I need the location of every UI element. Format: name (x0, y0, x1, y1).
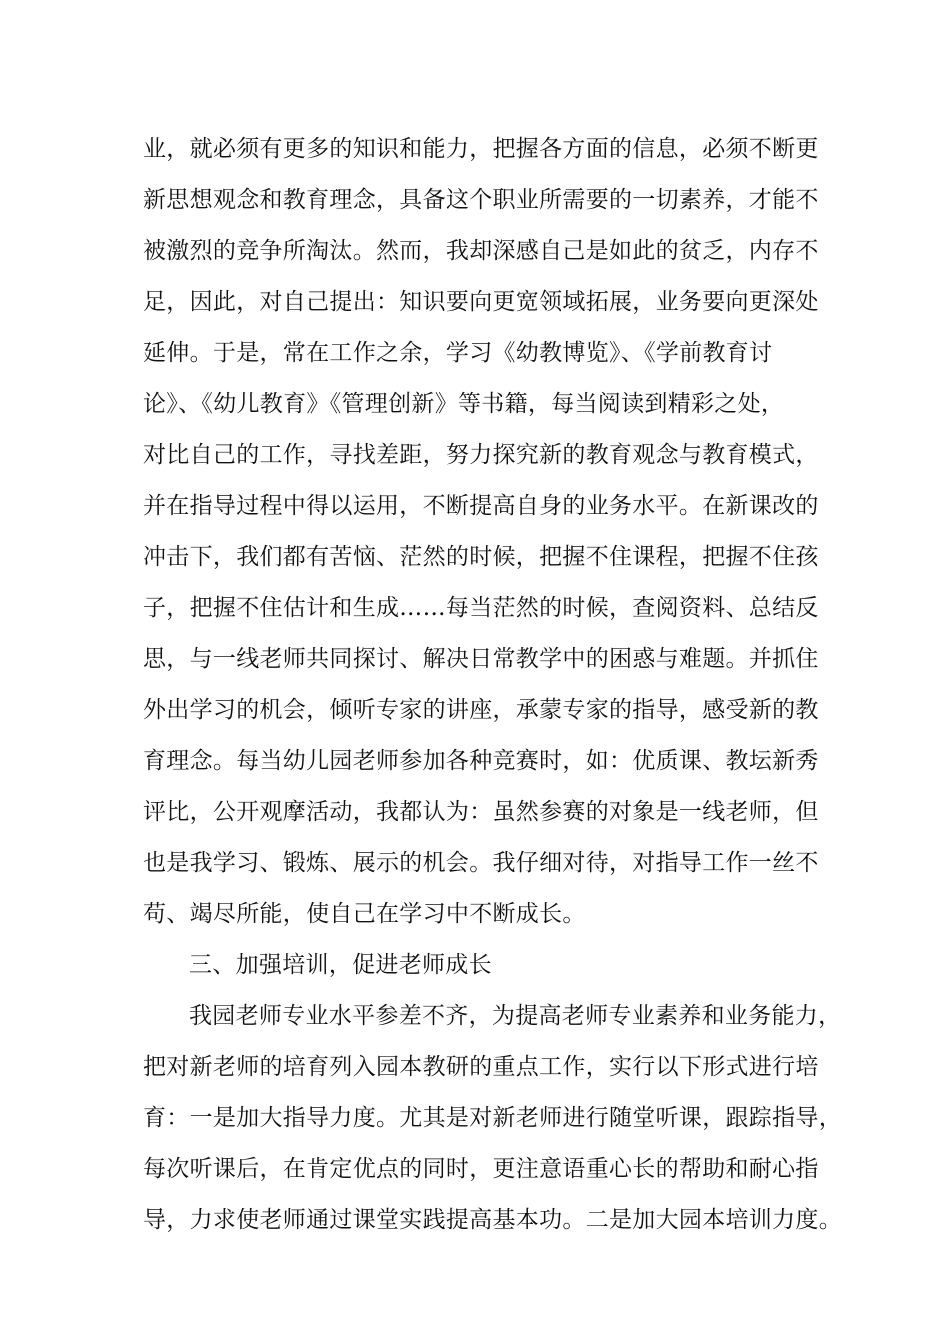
paragraph-line: 苟、竭尽所能，使自己在学习中不断成长。 (143, 901, 586, 927)
paragraph-line: 评比，公开观摩活动，我都认为：虽然参赛的对象是一线老师，但 (143, 799, 819, 825)
paragraph-line: 每次听课后，在肯定优点的同时，更注意语重心长的帮助和耐心指 (143, 1156, 819, 1182)
paragraph-line: 也是我学习、锻炼、展示的机会。我仔细对待，对指导工作一丝不 (143, 850, 819, 876)
paragraph-line: 对比自己的工作，寻找差距，努力探究新的教育观念与教育模式， (143, 442, 819, 468)
paragraph-line: 被激烈的竞争所淘汰。然而，我却深感自己是如此的贫乏，内存不 (143, 238, 819, 264)
paragraph-line: 把对新老师的培育列入园本教研的重点工作，实行以下形式进行培 (143, 1054, 819, 1080)
paragraph-line: 导，力求使老师通过课堂实践提高基本功。二是加大园本培训力度。 (143, 1207, 842, 1233)
paragraph-line: 子，把握不住估计和生成……每当茫然的时候，查阅资料、总结反 (143, 595, 819, 621)
paragraph-line: 业，就必须有更多的知识和能力，把握各方面的信息，必须不断更 (143, 136, 819, 162)
paragraph-line: 论》、《幼儿教育》《管理创新》等书籍，每当阅读到精彩之处， (143, 391, 785, 417)
paragraph-line: 冲击下，我们都有苦恼、茫然的时候，把握不住课程，把握不住孩 (143, 544, 819, 570)
paragraph-line: 并在指导过程中得以运用，不断提高自身的业务水平。在新课改的 (143, 493, 819, 519)
paragraph-line: 育：一是加大指导力度。尤其是对新老师进行随堂听课，跟踪指导， (143, 1105, 842, 1131)
paragraph-line: 外出学习的机会，倾听专家的讲座，承蒙专家的指导，感受新的教 (143, 697, 819, 723)
section-heading: 三、加强培训，促进老师成长 (189, 952, 492, 978)
paragraph-line: 思，与一线老师共同探讨、解决日常教学中的困惑与难题。并抓住 (143, 646, 819, 672)
paragraph-line: 新思想观念和教育理念，具备这个职业所需要的一切素养，才能不 (143, 187, 819, 213)
paragraph-line: 我园老师专业水平参差不齐，为提高老师专业素养和业务能力， (189, 1003, 842, 1029)
paragraph-line: 育理念。每当幼儿园老师参加各种竞赛时，如：优质课、教坛新秀 (143, 748, 819, 774)
paragraph-line: 足，因此，对自己提出：知识要向更宽领域拓展，业务要向更深处 (143, 289, 819, 315)
paragraph-line: 延伸。于是，常在工作之余，学习《幼教博览》、《学前教育讨 (143, 340, 773, 366)
